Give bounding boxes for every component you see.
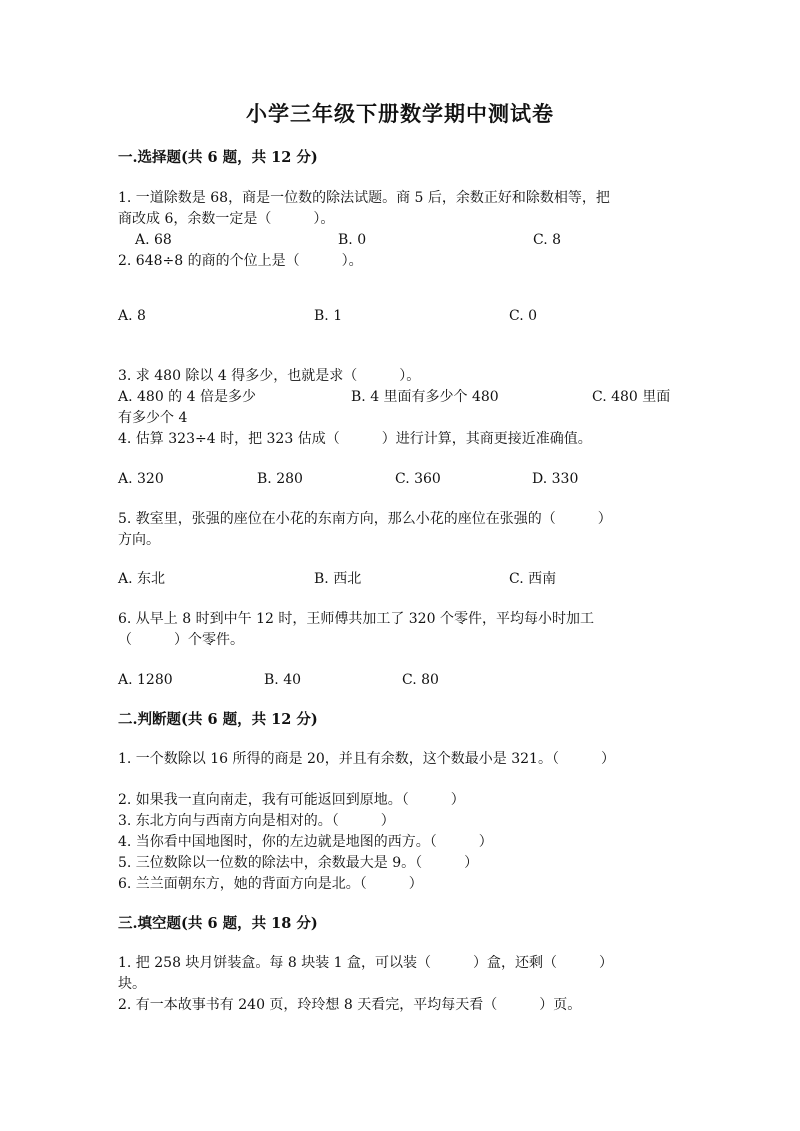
s1-q1-option-a: A. 68 (135, 232, 172, 248)
s2-q4: 4. 当你看中国地图时，你的左边就是地图的西方。（ ） (118, 834, 493, 850)
section-1-heading: 一.选择题(共 6 题，共 12 分) (118, 149, 318, 166)
s2-q5: 5. 三位数除以一位数的除法中，余数最大是 9。（ ） (118, 855, 479, 871)
s1-q6-option-a: A. 1280 (118, 672, 173, 688)
s1-q2-option-c: C. 0 (509, 308, 538, 324)
s1-q3-line1: 3. 求 480 除以 4 得多少，也就是求（ ）。 (118, 368, 421, 384)
s2-q3: 3. 东北方向与西南方向是相对的。（ ） (118, 813, 395, 829)
s1-q6-option-b: B. 40 (264, 672, 302, 688)
s2-q1: 1. 一个数除以 16 所得的商是 20，并且有余数，这个数最小是 321。（ ） (118, 751, 615, 767)
s1-q3-option-c-cont: 有多少个 4 (118, 410, 188, 426)
s1-q1-line1: 1. 一道除数是 68，商是一位数的除法试题。商 5 后，余数正好和除数相等，把 (118, 190, 610, 206)
s1-q6-line2: （ ）个零件。 (118, 632, 244, 648)
s1-q1-line2: 商改成 6，余数一定是（ ）。 (118, 211, 335, 227)
s1-q4-line1: 4. 估算 323÷4 时，把 323 估成（ ）进行计算，其商更接近准确值。 (118, 431, 592, 447)
s1-q2-option-a: A. 8 (118, 308, 146, 324)
s1-q6-option-c: C. 80 (402, 672, 439, 688)
s1-q5-option-c: C. 西南 (509, 571, 557, 587)
s1-q4-option-d: D. 330 (532, 471, 579, 487)
s1-q2-line1: 2. 648÷8 的商的个位上是（ ）。 (118, 253, 363, 269)
section-2-heading: 二.判断题(共 6 题，共 12 分) (118, 711, 318, 728)
s3-q2: 2. 有一本故事书有 240 页，玲玲想 8 天看完，平均每天看（ ）页。 (118, 997, 582, 1013)
s1-q5-option-b: B. 西北 (314, 571, 362, 587)
s1-q1-option-b: B. 0 (338, 232, 367, 248)
s1-q3-option-a: A. 480 的 4 倍是多少 (118, 389, 256, 405)
s1-q4-option-c: C. 360 (395, 471, 441, 487)
s2-q6: 6. 兰兰面朝东方，她的背面方向是北。（ ） (118, 876, 423, 892)
s1-q5-line1: 5. 教室里，张强的座位在小花的东南方向，那么小花的座位在张强的（ ） (118, 511, 612, 527)
s1-q1-option-c: C. 8 (533, 232, 562, 248)
s1-q5-option-a: A. 东北 (118, 571, 166, 587)
s1-q2-option-b: B. 1 (314, 308, 343, 324)
page-title: 小学三年级下册数学期中测试卷 (246, 101, 554, 126)
s1-q3-option-b: B. 4 里面有多少个 480 (351, 389, 499, 405)
s1-q5-line2: 方向。 (118, 532, 160, 548)
s2-q2: 2. 如果我一直向南走，我有可能返回到原地。（ ） (118, 792, 465, 808)
section-3-heading: 三.填空题(共 6 题，共 18 分) (118, 915, 318, 932)
s3-q1-line2: 块。 (118, 976, 146, 992)
s1-q4-option-b: B. 280 (257, 471, 303, 487)
s1-q6-line1: 6. 从早上 8 时到中午 12 时，王师傅共加工了 320 个零件，平均每小时加工 (118, 611, 594, 627)
s1-q4-option-a: A. 320 (118, 471, 164, 487)
s1-q3-option-c: C. 480 里面 (592, 389, 671, 405)
s3-q1-line1: 1. 把 258 块月饼装盒。每 8 块装 1 盒，可以装（ ）盒，还剩（ ） (118, 955, 614, 971)
